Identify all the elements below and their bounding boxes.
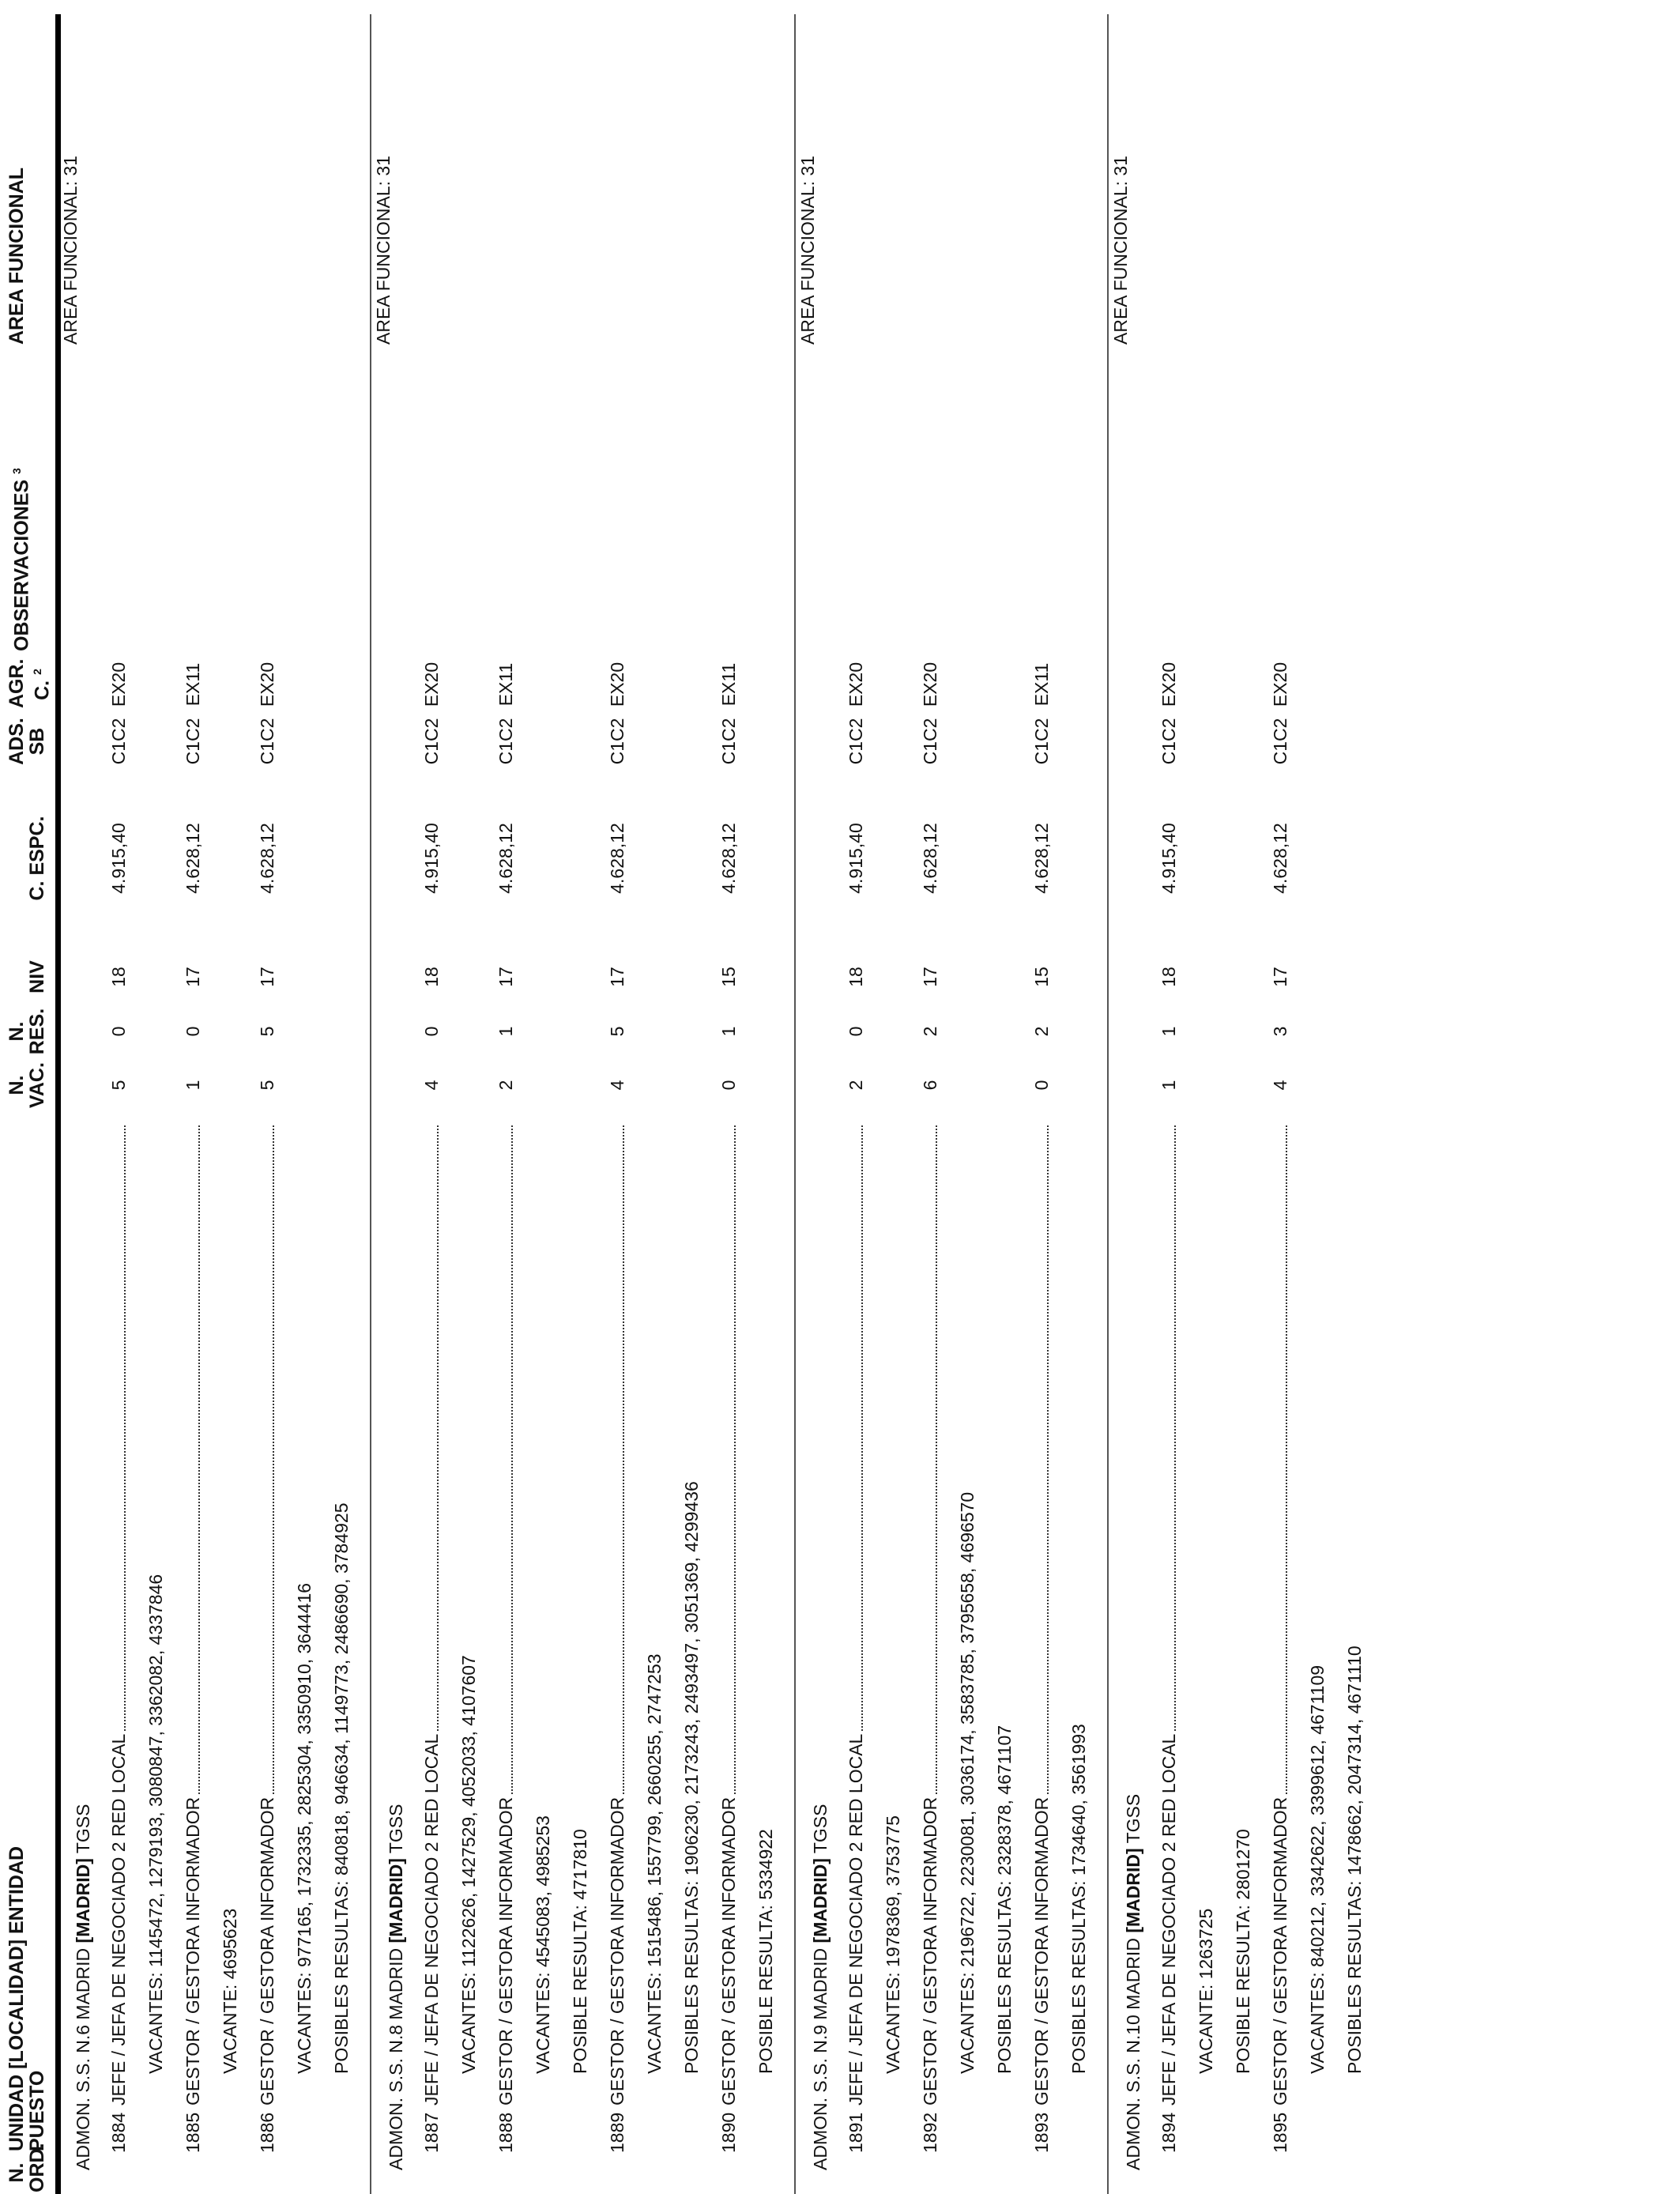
row-nres: 0 xyxy=(183,1026,203,1037)
row-nres: 0 xyxy=(108,1026,129,1037)
row-detail: VACANTE: 1263725 xyxy=(1196,1908,1216,2074)
row-ads: C1C2 xyxy=(846,718,866,765)
row-nvac: 4 xyxy=(1270,1080,1290,1091)
row-ads: C1C2 xyxy=(718,718,739,765)
row-agr: EX20 xyxy=(607,662,627,707)
row-nres: 5 xyxy=(607,1026,627,1037)
row-nres: 1 xyxy=(718,1026,739,1037)
header-area-funcional: AREA FUNCIONAL xyxy=(6,167,28,345)
row-cespc: 4.915,40 xyxy=(421,823,442,894)
unit-locality: [MADRID] xyxy=(810,1858,831,1943)
row-detail: POSIBLE RESULTA: 5334922 xyxy=(755,1829,776,2074)
header-observaciones: OBSERVACIONES $^3$ xyxy=(10,468,33,651)
header-ads: ADS. SB xyxy=(6,718,48,765)
row-cespc: 4.628,12 xyxy=(495,823,516,894)
row-agr: EX11 xyxy=(1031,662,1052,707)
row-cespc: 4.628,12 xyxy=(257,823,277,894)
row-agr: EX20 xyxy=(1270,662,1290,707)
row-niv: 18 xyxy=(1158,967,1179,987)
row-niv: 18 xyxy=(421,967,442,987)
row-ads: C1C2 xyxy=(183,718,203,765)
row-detail: VACANTES: 4545083, 4985253 xyxy=(533,1815,553,2074)
area-funcional: AREA FUNCIONAL: 31 xyxy=(60,155,81,345)
row-agr: EX20 xyxy=(1158,662,1179,707)
row-ads: C1C2 xyxy=(495,718,516,765)
unit-locality: [MADRID] xyxy=(386,1858,406,1943)
row-detail: VACANTES: 2196722, 2230081, 3036174, 3583785, 3795658, 4696570 xyxy=(957,1491,977,2074)
row-detail: VACANTES: 840212, 3342622, 3399612, 4671109 xyxy=(1307,1664,1328,2074)
row-niv: 17 xyxy=(920,967,940,987)
row-nres: 1 xyxy=(1158,1026,1179,1037)
row-detail: VACANTES: 1978369, 3753775 xyxy=(883,1815,903,2074)
row-puesto: GESTOR / GESTORA INFORMADOR xyxy=(1270,1796,1290,2105)
row-ads: C1C2 xyxy=(257,718,277,765)
dot-leader xyxy=(1286,1125,1287,1794)
row-niv: 18 xyxy=(846,967,866,987)
row-ads: C1C2 xyxy=(1031,718,1052,765)
row-agr: EX20 xyxy=(920,662,940,707)
row-detail: VACANTES: 1122626, 1427529, 4052033, 4107607 xyxy=(458,1655,479,2074)
row-cespc: 4.628,12 xyxy=(920,823,940,894)
row-nres: 0 xyxy=(846,1026,866,1037)
dot-leader xyxy=(623,1125,624,1794)
row-ads: C1C2 xyxy=(1270,718,1290,765)
header-niv: NIV xyxy=(26,960,48,993)
row-cespc: 4.915,40 xyxy=(1158,823,1179,894)
row-number: 1885 xyxy=(183,2112,203,2153)
area-funcional: AREA FUNCIONAL: 31 xyxy=(797,155,818,345)
row-nres: 0 xyxy=(421,1026,442,1037)
row-detail: POSIBLE RESULTA: 4717810 xyxy=(570,1829,590,2074)
unit-entity: TGSS xyxy=(73,1804,93,1859)
row-niv: 17 xyxy=(1270,967,1290,987)
row-nvac: 2 xyxy=(495,1080,516,1091)
row-niv: 17 xyxy=(183,967,203,987)
dot-leader xyxy=(124,1125,126,1731)
row-nvac: 0 xyxy=(718,1080,739,1091)
unit-heading xyxy=(73,1804,93,2170)
row-cespc: 4.915,40 xyxy=(846,823,866,894)
row-detail: POSIBLES RESULTAS: 1478662, 2047314, 4671110 xyxy=(1344,1646,1365,2074)
row-puesto: GESTOR / GESTORA INFORMADOR xyxy=(1031,1796,1052,2105)
row-niv: 17 xyxy=(495,967,516,987)
header-unidad: UNIDAD [LOCALIDAD] ENTIDAD PUESTO xyxy=(6,1845,48,2151)
unit-heading xyxy=(810,1804,831,2170)
unit-name: ADMON. S.S. N.8 MADRID xyxy=(386,1943,406,2170)
row-nvac: 1 xyxy=(183,1080,203,1091)
row-detail: VACANTES: 1515486, 1557799, 2660255, 2747253 xyxy=(644,1653,665,2074)
row-nvac: 0 xyxy=(1031,1080,1052,1091)
row-nres: 3 xyxy=(1270,1026,1290,1037)
row-ads: C1C2 xyxy=(108,718,129,765)
row-nvac: 5 xyxy=(257,1080,277,1091)
row-nvac: 1 xyxy=(1158,1080,1179,1091)
unit-heading xyxy=(1123,1794,1143,2170)
row-detail: POSIBLES RESULTAS: 1906230, 2173243, 2493497, 3051369, 4299436 xyxy=(681,1481,702,2074)
group-separator xyxy=(1107,14,1109,2194)
row-puesto: GESTOR / GESTORA INFORMADOR xyxy=(607,1796,627,2105)
row-nres: 2 xyxy=(1031,1026,1052,1037)
row-nvac: 5 xyxy=(108,1080,129,1091)
row-ads: C1C2 xyxy=(421,718,442,765)
dot-leader xyxy=(734,1125,736,1794)
dot-leader xyxy=(273,1125,274,1794)
area-funcional: AREA FUNCIONAL: 31 xyxy=(1110,155,1131,345)
dot-leader xyxy=(1174,1125,1176,1731)
dot-leader xyxy=(936,1125,937,1794)
row-number: 1894 xyxy=(1158,2112,1179,2153)
row-nres: 5 xyxy=(257,1026,277,1037)
row-nvac: 2 xyxy=(846,1080,866,1091)
unit-heading xyxy=(386,1804,406,2170)
row-number: 1891 xyxy=(846,2112,866,2153)
row-detail: POSIBLES RESULTAS: 2328378, 4671107 xyxy=(994,1725,1015,2074)
row-number: 1895 xyxy=(1270,2112,1290,2153)
row-agr: EX11 xyxy=(183,662,203,707)
row-niv: 15 xyxy=(1031,967,1052,987)
unit-locality: [MADRID] xyxy=(1123,1848,1143,1933)
row-puesto: JEFE / JEFA DE NEGOCIADO 2 RED LOCAL xyxy=(421,1733,442,2105)
row-niv: 15 xyxy=(718,967,739,987)
unit-locality: [MADRID] xyxy=(73,1858,93,1943)
dot-leader xyxy=(861,1125,863,1731)
row-number: 1888 xyxy=(495,2112,516,2153)
row-agr: EX11 xyxy=(718,662,739,707)
row-number: 1889 xyxy=(607,2112,627,2153)
header-nvac: N. VAC. xyxy=(6,1062,48,1108)
row-detail: POSIBLES RESULTAS: 840818, 946634, 1149773, 2486690, 3784925 xyxy=(331,1502,352,2074)
row-detail: POSIBLE RESULTA: 2801270 xyxy=(1233,1829,1253,2074)
row-puesto: GESTOR / GESTORA INFORMADOR xyxy=(257,1796,277,2105)
unit-entity: TGSS xyxy=(810,1804,831,1859)
row-nvac: 6 xyxy=(920,1080,940,1091)
row-cespc: 4.628,12 xyxy=(183,823,203,894)
row-puesto: GESTOR / GESTORA INFORMADOR xyxy=(495,1796,516,2105)
unit-name: ADMON. S.S. N.9 MADRID xyxy=(810,1943,831,2170)
unit-name: ADMON. S.S. N.6 MADRID xyxy=(73,1943,93,2170)
header-nord: N. ORD. xyxy=(6,2143,48,2192)
row-puesto: JEFE / JEFA DE NEGOCIADO 2 RED LOCAL xyxy=(108,1733,129,2105)
row-puesto: GESTOR / GESTORA INFORMADOR xyxy=(718,1796,739,2105)
group-separator xyxy=(370,14,371,2194)
row-cespc: 4.628,12 xyxy=(1031,823,1052,894)
row-detail: VACANTE: 4695623 xyxy=(220,1908,240,2074)
row-puesto: JEFE / JEFA DE NEGOCIADO 2 RED LOCAL xyxy=(846,1733,866,2105)
area-funcional: AREA FUNCIONAL: 31 xyxy=(373,155,394,345)
row-number: 1890 xyxy=(718,2112,739,2153)
row-nres: 1 xyxy=(495,1026,516,1037)
row-cespc: 4.628,12 xyxy=(718,823,739,894)
dot-leader xyxy=(198,1125,200,1794)
row-agr: EX20 xyxy=(846,662,866,707)
row-ads: C1C2 xyxy=(1158,718,1179,765)
row-number: 1887 xyxy=(421,2112,442,2153)
row-nvac: 4 xyxy=(421,1080,442,1091)
row-agr: EX20 xyxy=(421,662,442,707)
row-niv: 17 xyxy=(607,967,627,987)
row-puesto: JEFE / JEFA DE NEGOCIADO 2 RED LOCAL xyxy=(1158,1733,1179,2105)
row-number: 1893 xyxy=(1031,2112,1052,2153)
row-cespc: 4.915,40 xyxy=(108,823,129,894)
row-number: 1886 xyxy=(257,2112,277,2153)
row-detail: VACANTES: 1145472, 1279193, 3080847, 3362082, 4337846 xyxy=(145,1574,166,2074)
row-ads: C1C2 xyxy=(920,718,940,765)
dot-leader xyxy=(437,1125,439,1731)
row-cespc: 4.628,12 xyxy=(607,823,627,894)
row-agr: EX20 xyxy=(257,662,277,707)
dot-leader xyxy=(1047,1125,1049,1794)
header-nres: N. RES. xyxy=(6,1008,48,1055)
row-nvac: 4 xyxy=(607,1080,627,1091)
row-detail: POSIBLES RESULTAS: 1734640, 3561993 xyxy=(1068,1724,1089,2074)
row-puesto: GESTOR / GESTORA INFORMADOR xyxy=(183,1796,203,2105)
row-niv: 18 xyxy=(108,967,129,987)
row-agr: EX11 xyxy=(495,662,516,707)
group-separator xyxy=(794,14,796,2194)
header-agr: AGR. C. $^2$ xyxy=(6,658,54,708)
row-ads: C1C2 xyxy=(607,718,627,765)
row-niv: 17 xyxy=(257,967,277,987)
unit-entity: TGSS xyxy=(386,1804,406,1859)
dot-leader xyxy=(511,1125,513,1794)
row-detail: VACANTES: 977165, 1732335, 2825304, 3350910, 3644416 xyxy=(294,1582,315,2074)
row-number: 1892 xyxy=(920,2112,940,2153)
row-nres: 2 xyxy=(920,1026,940,1037)
row-cespc: 4.628,12 xyxy=(1270,823,1290,894)
row-agr: EX20 xyxy=(108,662,129,707)
row-number: 1884 xyxy=(108,2112,129,2153)
unit-entity: TGSS xyxy=(1123,1793,1143,1849)
row-puesto: GESTOR / GESTORA INFORMADOR xyxy=(920,1796,940,2105)
header-cespc: C. ESPC. xyxy=(26,816,48,901)
unit-name: ADMON. S.S. N.10 MADRID xyxy=(1123,1932,1143,2170)
